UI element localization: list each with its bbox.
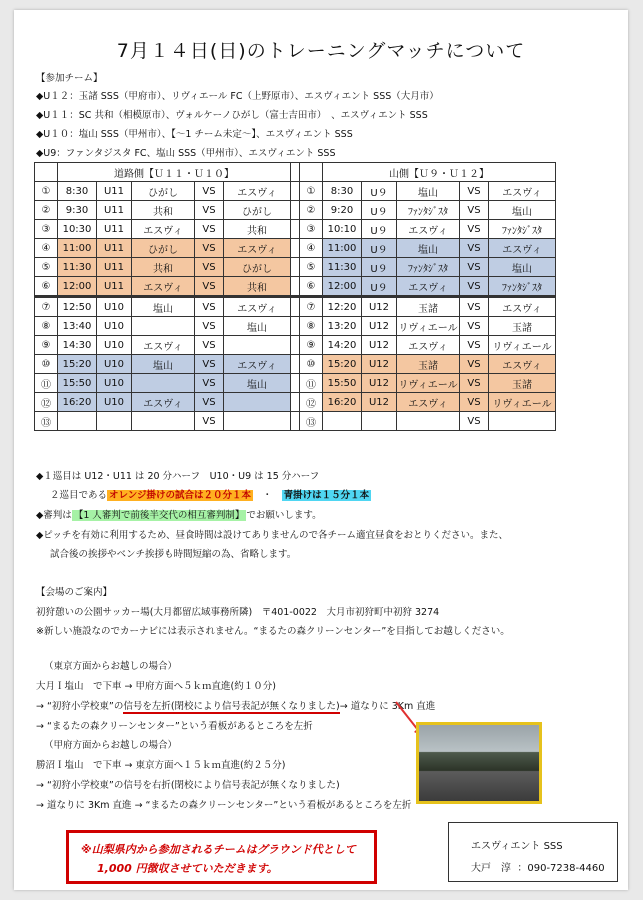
schedule-row [35, 412, 556, 431]
right-age-group: U12 [362, 317, 397, 336]
right-away-team [489, 412, 556, 431]
field-gap [291, 317, 300, 336]
participants-u9: ◆U9：ファンタジスタ FC、塩山 SSS（甲州市）、エスヴィエント SSS [36, 148, 336, 159]
right-vs-label: VS [460, 239, 489, 258]
left-home-team: 塩山 [132, 297, 195, 317]
right-match-time [323, 412, 362, 431]
warning-line-1: ※山梨県内から参加されるチームはグラウンド代として [81, 843, 356, 856]
right-home-team: 玉諸 [397, 297, 460, 317]
right-vs-label: VS [460, 355, 489, 374]
right-away-team: ﾌｧﾝﾀｼﾞｽﾀ [489, 220, 556, 239]
left-vs-label: VS [195, 220, 224, 239]
right-home-team [397, 412, 460, 431]
left-vs-label: VS [195, 374, 224, 393]
participants-u10: ◆U１０：塩山 SSS（甲州市）、【〜1 チーム未定〜】、エスヴィエント SSS [36, 129, 353, 140]
left-match-number: ⑤ [35, 258, 58, 277]
schedule-table [34, 162, 556, 431]
right-match-number: ② [300, 201, 323, 220]
left-age-group: U10 [97, 317, 132, 336]
left-match-number: ⑨ [35, 336, 58, 355]
right-away-team: リヴィエール [489, 393, 556, 412]
participants-u12: ◆U１２：玉諸 SSS（甲府市）、リヴィエール FC（上野原市）、エスヴィエント SSS（大月市） [36, 91, 439, 102]
right-vs-label: VS [460, 374, 489, 393]
right-match-time: 11:30 [323, 258, 362, 277]
left-vs-label: VS [195, 277, 224, 297]
schedule-row [35, 258, 556, 277]
schedule-row [35, 201, 556, 220]
right-away-team: リヴィエール [489, 336, 556, 355]
right-home-team: 塩山 [397, 182, 460, 201]
right-away-team: 玉諸 [489, 374, 556, 393]
left-age-group: U10 [97, 374, 132, 393]
left-age-group: U11 [97, 201, 132, 220]
warning-line-2: 1,000 円徴収させていただきます。 [97, 862, 278, 875]
left-away-team [224, 393, 291, 412]
schedule-row [35, 374, 556, 393]
right-home-team: エスヴィ [397, 393, 460, 412]
right-age-group: U12 [362, 374, 397, 393]
right-vs-label: VS [460, 412, 489, 431]
left-age-group: U11 [97, 277, 132, 297]
right-vs-label: VS [460, 317, 489, 336]
left-match-time: 8:30 [58, 182, 97, 201]
schedule-header-row [35, 163, 556, 182]
right-vs-label: VS [460, 220, 489, 239]
left-age-group: U11 [97, 220, 132, 239]
field-gap [291, 297, 300, 317]
left-match-time: 10:30 [58, 220, 97, 239]
right-home-team: エスヴィ [397, 277, 460, 297]
contact-org: エスヴィエント SSS [471, 841, 563, 852]
left-away-team: 共和 [224, 277, 291, 297]
left-home-team: エスヴィ [132, 220, 195, 239]
right-away-team: 塩山 [489, 201, 556, 220]
schedule-row [35, 355, 556, 374]
left-vs-label: VS [195, 201, 224, 220]
right-match-number: ⑪ [300, 374, 323, 393]
left-home-team: エスヴィ [132, 277, 195, 297]
right-age-group: U９ [362, 258, 397, 277]
field-gap [291, 201, 300, 220]
left-away-team: エスヴィ [224, 297, 291, 317]
ground-fee-warning [66, 830, 377, 884]
left-match-time: 11:30 [58, 258, 97, 277]
note-first-round: ◆１巡目は U12・U11 は 20 分ハーフ U10・U9 は 15 分ハーフ [36, 471, 320, 482]
note-referee: ◆審判は 【1 人審判で前後半交代の相互審判制】 でお願いします。 [36, 510, 322, 521]
note-second-round: ２巡目である オレンジ掛けの試合は２０分１本 ・ 青掛けは１５分１本 [50, 490, 370, 501]
venue-navi-note: ※新しい施設なのでカーナビには表示されません。“まるたの森クリーンセンター”を目指してお越しください。 [36, 626, 510, 637]
left-away-team: 共和 [224, 220, 291, 239]
left-match-number: ⑪ [35, 374, 58, 393]
left-match-number: ⑫ [35, 393, 58, 412]
kofu-route-1: 勝沼Ｉ塩山 で下車 → 東京方面へ１５ｋｍ直進(約２５分) [36, 760, 286, 771]
left-field-header: 道路側【Ｕ１１・Ｕ１０】 [58, 163, 291, 182]
right-match-time: 15:20 [323, 355, 362, 374]
left-match-time: 13:40 [58, 317, 97, 336]
left-vs-label: VS [195, 412, 224, 431]
right-vs-label: VS [460, 277, 489, 297]
right-match-number: ⑤ [300, 258, 323, 277]
right-away-team: ﾌｧﾝﾀｼﾞｽﾀ [489, 277, 556, 297]
tokyo-route-2: → “初狩小学校東”の信号を左折(閉校により信号表記が無くなりました)→ 道なりに 3Km 直進 [36, 701, 436, 712]
left-match-number: ⑬ [35, 412, 58, 431]
left-match-number: ① [35, 182, 58, 201]
right-away-team: エスヴィ [489, 182, 556, 201]
left-home-team [132, 374, 195, 393]
schedule-row [35, 336, 556, 355]
field-gap [291, 355, 300, 374]
kofu-heading: （甲府方面からお越しの場合） [44, 740, 178, 751]
left-match-time: 15:20 [58, 355, 97, 374]
left-home-team: エスヴィ [132, 393, 195, 412]
right-match-number: ⑬ [300, 412, 323, 431]
right-age-group: U９ [362, 277, 397, 297]
left-age-group: U11 [97, 182, 132, 201]
schedule-row [35, 277, 556, 297]
contact-box [448, 822, 618, 882]
left-match-number: ⑥ [35, 277, 58, 297]
right-vs-label: VS [460, 182, 489, 201]
schedule-row [35, 239, 556, 258]
field-gap [291, 182, 300, 201]
referee-highlight: 【1 人審判で前後半交代の相互審判制】 [73, 510, 245, 521]
right-match-time: 15:50 [323, 374, 362, 393]
left-home-team: エスヴィ [132, 336, 195, 355]
schedule-row [35, 393, 556, 412]
left-match-number: ⑩ [35, 355, 58, 374]
right-age-group: U12 [362, 393, 397, 412]
left-vs-label: VS [195, 239, 224, 258]
left-match-time: 9:30 [58, 201, 97, 220]
field-gap [291, 336, 300, 355]
left-match-time: 11:00 [58, 239, 97, 258]
left-vs-label: VS [195, 182, 224, 201]
schedule-row [35, 317, 556, 336]
right-match-time: 12:00 [323, 277, 362, 297]
left-match-number: ③ [35, 220, 58, 239]
left-away-team: 塩山 [224, 374, 291, 393]
right-home-team: ﾌｧﾝﾀｼﾞｽﾀ [397, 201, 460, 220]
left-home-team: ひがし [132, 239, 195, 258]
right-match-time: 10:10 [323, 220, 362, 239]
left-turn-underline: 信号を左折(閉校により信号表記が無くなりました) [123, 701, 340, 712]
tokyo-route-3: → “まるたの森クリーンセンター”という看板があるところを左折 [36, 721, 313, 732]
left-away-team: エスヴィ [224, 182, 291, 201]
field-gap [291, 277, 300, 297]
left-away-team: 塩山 [224, 317, 291, 336]
right-match-number: ④ [300, 239, 323, 258]
left-match-time: 12:50 [58, 297, 97, 317]
right-age-group: U９ [362, 239, 397, 258]
field-gap [291, 412, 300, 431]
participants-heading: 【参加チーム】 [36, 73, 103, 84]
left-away-team: ひがし [224, 201, 291, 220]
field-gap [291, 258, 300, 277]
left-home-team: ひがし [132, 182, 195, 201]
document-page [14, 10, 628, 890]
left-home-team [132, 412, 195, 431]
venue-heading: 【会場のご案内】 [36, 587, 113, 598]
right-away-team: 玉諸 [489, 317, 556, 336]
right-match-number: ⑫ [300, 393, 323, 412]
left-home-team: 共和 [132, 201, 195, 220]
right-match-time: 11:00 [323, 239, 362, 258]
left-age-group: U11 [97, 258, 132, 277]
field-gap [291, 220, 300, 239]
left-age-group: U10 [97, 355, 132, 374]
right-vs-label: VS [460, 393, 489, 412]
right-field-header: 山側【Ｕ９・Ｕ１２】 [323, 163, 556, 182]
right-match-time: 14:20 [323, 336, 362, 355]
schedule-row [35, 297, 556, 317]
right-home-team: リヴィエール [397, 317, 460, 336]
note-lunch: ◆ピッチを有効に利用するため、昼食時間は設けてありませんので各チーム適宜昼食をおとりください。また、 [36, 530, 509, 541]
left-match-time: 12:00 [58, 277, 97, 297]
right-away-team: エスヴィ [489, 239, 556, 258]
right-age-group: U12 [362, 336, 397, 355]
left-away-team [224, 412, 291, 431]
left-home-team: 共和 [132, 258, 195, 277]
venue-address: 初狩憩いの公園サッカー場(大月都留広域事務所隣) 〒401-0022 大月市初狩町中初狩 3274 [36, 607, 440, 618]
right-match-number: ① [300, 182, 323, 201]
left-away-team: ひがし [224, 258, 291, 277]
right-match-number: ⑩ [300, 355, 323, 374]
left-match-number: ② [35, 201, 58, 220]
right-home-team: 塩山 [397, 239, 460, 258]
kofu-route-2: → “初狩小学校東”の信号を右折(閉校により信号表記が無くなりました) [36, 780, 340, 791]
blue-highlight-note: 青掛けは１５分１本 [283, 490, 370, 501]
left-match-number: ⑦ [35, 297, 58, 317]
left-match-number: ④ [35, 239, 58, 258]
right-match-number: ⑦ [300, 297, 323, 317]
left-vs-label: VS [195, 336, 224, 355]
right-away-team: エスヴィ [489, 297, 556, 317]
right-age-group [362, 412, 397, 431]
right-home-team: 玉諸 [397, 355, 460, 374]
left-age-group: U10 [97, 297, 132, 317]
right-match-number: ⑨ [300, 336, 323, 355]
right-away-team: エスヴィ [489, 355, 556, 374]
right-vs-label: VS [460, 336, 489, 355]
right-match-number: ③ [300, 220, 323, 239]
left-match-number: ⑧ [35, 317, 58, 336]
right-home-team: ﾌｧﾝﾀｼﾞｽﾀ [397, 258, 460, 277]
right-match-time: 12:20 [323, 297, 362, 317]
participants-u11: ◆U１１：SC 共和（相模原市）、ヴォルケーノひがし（富士吉田市） 、エスヴィエント SSS [36, 110, 428, 121]
left-age-group: U10 [97, 336, 132, 355]
schedule-row [35, 220, 556, 239]
right-vs-label: VS [460, 201, 489, 220]
tokyo-heading: （東京方面からお越しの場合） [44, 661, 178, 672]
page-title: 7月１４日(日)のトレーニングマッチについて [116, 40, 526, 62]
left-age-group [97, 412, 132, 431]
left-age-group: U11 [97, 239, 132, 258]
left-away-team: エスヴィ [224, 239, 291, 258]
left-away-team: エスヴィ [224, 355, 291, 374]
tokyo-route-1: 大月Ｉ塩山 で下車 → 甲府方面へ５ｋｍ直進(約１０分) [36, 681, 276, 692]
note-greeting: 試合後の挨拶やベンチ挨拶も時間短縮の為、省略します。 [50, 549, 297, 560]
right-match-time: 16:20 [323, 393, 362, 412]
right-away-team: 塩山 [489, 258, 556, 277]
orange-highlight-note: オレンジ掛けの試合は２０分１本 [109, 490, 252, 501]
intersection-photo [416, 722, 542, 804]
right-vs-label: VS [460, 297, 489, 317]
right-match-time: 9:20 [323, 201, 362, 220]
right-age-group: U９ [362, 220, 397, 239]
field-gap [291, 239, 300, 258]
field-gap [291, 374, 300, 393]
right-home-team: リヴィエール [397, 374, 460, 393]
right-match-number: ⑧ [300, 317, 323, 336]
field-gap [291, 393, 300, 412]
right-home-team: エスヴィ [397, 336, 460, 355]
left-age-group: U10 [97, 393, 132, 412]
left-vs-label: VS [195, 258, 224, 277]
left-home-team: 塩山 [132, 355, 195, 374]
right-home-team: エスヴィ [397, 220, 460, 239]
kofu-route-3: → 道なりに 3Km 直進 → “まるたの森クリーンセンター”という看板があるところを左折 [36, 800, 412, 811]
left-vs-label: VS [195, 393, 224, 412]
right-match-time: 8:30 [323, 182, 362, 201]
left-match-time: 15:50 [58, 374, 97, 393]
left-home-team [132, 317, 195, 336]
right-age-group: U12 [362, 355, 397, 374]
right-vs-label: VS [460, 258, 489, 277]
right-age-group: U９ [362, 182, 397, 201]
right-age-group: U９ [362, 201, 397, 220]
left-vs-label: VS [195, 297, 224, 317]
left-away-team [224, 336, 291, 355]
left-match-time: 16:20 [58, 393, 97, 412]
schedule-row [35, 182, 556, 201]
contact-person: 大戸 淳 ：090-7238-4460 [471, 863, 605, 874]
right-age-group: U12 [362, 297, 397, 317]
right-match-number: ⑥ [300, 277, 323, 297]
left-vs-label: VS [195, 355, 224, 374]
left-match-time: 14:30 [58, 336, 97, 355]
left-vs-label: VS [195, 317, 224, 336]
right-match-time: 13:20 [323, 317, 362, 336]
left-match-time [58, 412, 97, 431]
